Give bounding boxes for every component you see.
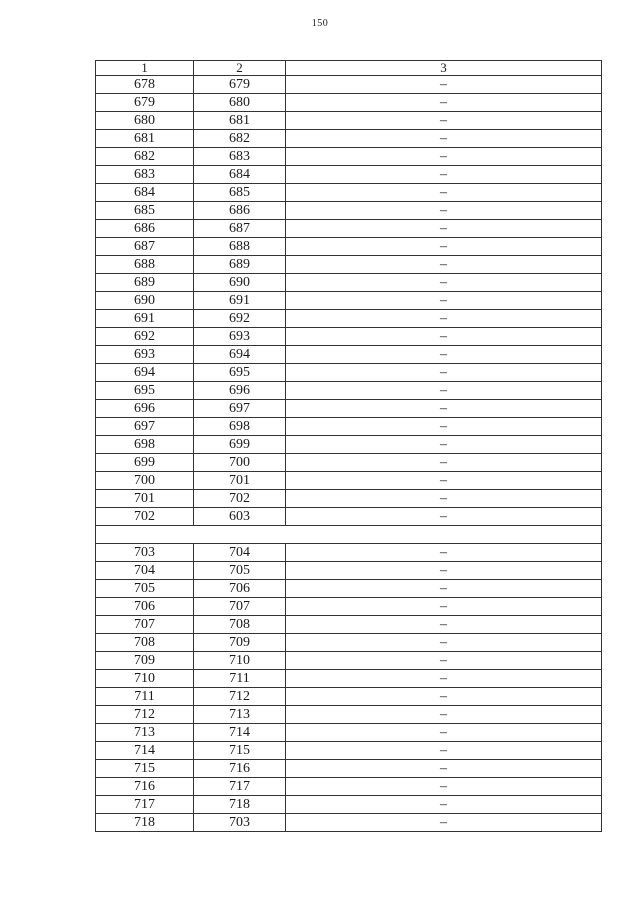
table-cell-col-3: – xyxy=(286,562,602,580)
table-cell-col-3: – xyxy=(286,652,602,670)
table-body xyxy=(96,76,602,832)
table-cell-col-1: 707 xyxy=(96,616,194,634)
table-cell-col-2: 690 xyxy=(194,274,286,292)
table-cell-col-2: 683 xyxy=(194,148,286,166)
table-cell-col-3: – xyxy=(286,616,602,634)
table-cell-col-2: 686 xyxy=(194,202,286,220)
table-cell-col-2: 698 xyxy=(194,418,286,436)
table-cell-col-1: 709 xyxy=(96,652,194,670)
table-cell-col-3: – xyxy=(286,724,602,742)
table-cell-col-3: – xyxy=(286,580,602,598)
table-row xyxy=(96,94,602,112)
table-row xyxy=(96,400,602,418)
table-cell-col-3: – xyxy=(286,598,602,616)
table-cell-col-1: 682 xyxy=(96,148,194,166)
table-row xyxy=(96,202,602,220)
table-cell-col-3: – xyxy=(286,742,602,760)
table-cell-col-2: 695 xyxy=(194,364,286,382)
table-cell-col-3: – xyxy=(286,148,602,166)
table-cell-col-2: 715 xyxy=(194,742,286,760)
table-cell-col-3: – xyxy=(286,706,602,724)
table-cell-col-2: 684 xyxy=(194,166,286,184)
table-cell-col-1: 717 xyxy=(96,796,194,814)
table-cell-col-2: 710 xyxy=(194,652,286,670)
table-cell-col-3: – xyxy=(286,436,602,454)
table-cell-col-2: 687 xyxy=(194,220,286,238)
table-cell-col-1: 706 xyxy=(96,598,194,616)
table-cell-col-1: 710 xyxy=(96,670,194,688)
table-cell-col-3: – xyxy=(286,472,602,490)
data-table xyxy=(95,60,602,832)
table-cell-col-2: 680 xyxy=(194,94,286,112)
table-cell-col-2: 709 xyxy=(194,634,286,652)
table-cell-col-1: 680 xyxy=(96,112,194,130)
table-row xyxy=(96,76,602,94)
table-cell-col-2: 703 xyxy=(194,814,286,832)
table-row xyxy=(96,670,602,688)
table-cell-col-2: 689 xyxy=(194,256,286,274)
table-row xyxy=(96,562,602,580)
table-cell-col-3: – xyxy=(286,364,602,382)
table-cell-col-3: – xyxy=(286,94,602,112)
table-cell-col-1: 679 xyxy=(96,94,194,112)
table-cell-col-2: 685 xyxy=(194,184,286,202)
table-cell-col-3: – xyxy=(286,220,602,238)
table-cell-col-3: – xyxy=(286,130,602,148)
table-cell-col-2: 704 xyxy=(194,544,286,562)
column-header-3: 3 xyxy=(286,61,602,76)
table-cell-col-3: – xyxy=(286,346,602,364)
table-cell-col-1: 700 xyxy=(96,472,194,490)
table-cell-col-2: 681 xyxy=(194,112,286,130)
column-header-1: 1 xyxy=(96,61,194,76)
table-row xyxy=(96,256,602,274)
table-row xyxy=(96,616,602,634)
table-gap-cell xyxy=(96,526,602,544)
table-cell-col-2: 702 xyxy=(194,490,286,508)
table-cell-col-3: – xyxy=(286,814,602,832)
table-row xyxy=(96,418,602,436)
table-row xyxy=(96,364,602,382)
table-cell-col-1: 688 xyxy=(96,256,194,274)
table-cell-col-2: 682 xyxy=(194,130,286,148)
table-row xyxy=(96,598,602,616)
table-cell-col-3: – xyxy=(286,634,602,652)
table-cell-col-3: – xyxy=(286,256,602,274)
table-row xyxy=(96,220,602,238)
table-cell-col-1: 699 xyxy=(96,454,194,472)
table-cell-col-2: 693 xyxy=(194,328,286,346)
table-cell-col-1: 694 xyxy=(96,364,194,382)
table-row xyxy=(96,328,602,346)
table-cell-col-1: 693 xyxy=(96,346,194,364)
table-cell-col-3: – xyxy=(286,202,602,220)
table-cell-col-3: – xyxy=(286,76,602,94)
table-cell-col-1: 713 xyxy=(96,724,194,742)
table-row xyxy=(96,148,602,166)
table-row xyxy=(96,130,602,148)
table-cell-col-1: 689 xyxy=(96,274,194,292)
table-cell-col-2: 701 xyxy=(194,472,286,490)
table-cell-col-3: – xyxy=(286,490,602,508)
table-row xyxy=(96,436,602,454)
table-cell-col-1: 718 xyxy=(96,814,194,832)
table-cell-col-1: 714 xyxy=(96,742,194,760)
table-row xyxy=(96,760,602,778)
table-cell-col-1: 715 xyxy=(96,760,194,778)
table-row xyxy=(96,796,602,814)
table-cell-col-2: 692 xyxy=(194,310,286,328)
table-cell-col-2: 714 xyxy=(194,724,286,742)
table-cell-col-1: 685 xyxy=(96,202,194,220)
table-cell-col-1: 704 xyxy=(96,562,194,580)
table-cell-col-2: 711 xyxy=(194,670,286,688)
table-cell-col-2: 708 xyxy=(194,616,286,634)
table-cell-col-3: – xyxy=(286,166,602,184)
table-row xyxy=(96,688,602,706)
table-cell-col-3: – xyxy=(286,508,602,526)
table-cell-col-1: 681 xyxy=(96,130,194,148)
table-row xyxy=(96,184,602,202)
table-cell-col-1: 678 xyxy=(96,76,194,94)
table-cell-col-2: 707 xyxy=(194,598,286,616)
table-row xyxy=(96,778,602,796)
table-row xyxy=(96,166,602,184)
table-cell-col-3: – xyxy=(286,310,602,328)
table-cell-col-1: 702 xyxy=(96,508,194,526)
table-cell-col-3: – xyxy=(286,670,602,688)
table-cell-col-1: 701 xyxy=(96,490,194,508)
table-cell-col-3: – xyxy=(286,274,602,292)
table-cell-col-3: – xyxy=(286,778,602,796)
table-cell-col-1: 712 xyxy=(96,706,194,724)
table-row xyxy=(96,706,602,724)
table-cell-col-1: 711 xyxy=(96,688,194,706)
table-cell-col-1: 691 xyxy=(96,310,194,328)
table-cell-col-1: 687 xyxy=(96,238,194,256)
table-cell-col-1: 695 xyxy=(96,382,194,400)
table-row xyxy=(96,112,602,130)
table-gap-row xyxy=(96,526,602,544)
column-header-2: 2 xyxy=(194,61,286,76)
table-row xyxy=(96,454,602,472)
table-cell-col-3: – xyxy=(286,400,602,418)
table-row xyxy=(96,814,602,832)
table-row xyxy=(96,274,602,292)
table-cell-col-3: – xyxy=(286,382,602,400)
table-cell-col-2: 688 xyxy=(194,238,286,256)
table-cell-col-1: 708 xyxy=(96,634,194,652)
table-row xyxy=(96,346,602,364)
table-cell-col-1: 703 xyxy=(96,544,194,562)
table-cell-col-3: – xyxy=(286,688,602,706)
table-row xyxy=(96,382,602,400)
table-cell-col-2: 699 xyxy=(194,436,286,454)
table-cell-col-3: – xyxy=(286,418,602,436)
table-cell-col-2: 705 xyxy=(194,562,286,580)
header-row xyxy=(96,61,602,76)
table-cell-col-1: 684 xyxy=(96,184,194,202)
table-cell-col-2: 713 xyxy=(194,706,286,724)
table-row xyxy=(96,292,602,310)
table-cell-col-3: – xyxy=(286,292,602,310)
table-cell-col-3: – xyxy=(286,760,602,778)
table-row xyxy=(96,310,602,328)
table-cell-col-2: 679 xyxy=(194,76,286,94)
table-cell-col-3: – xyxy=(286,796,602,814)
table-cell-col-1: 696 xyxy=(96,400,194,418)
table-cell-col-1: 683 xyxy=(96,166,194,184)
table-cell-col-2: 700 xyxy=(194,454,286,472)
table-header xyxy=(96,61,602,76)
table-cell-col-2: 716 xyxy=(194,760,286,778)
table-cell-col-2: 697 xyxy=(194,400,286,418)
table-cell-col-3: – xyxy=(286,184,602,202)
table-cell-col-2: 603 xyxy=(194,508,286,526)
table-row xyxy=(96,724,602,742)
table-cell-col-1: 697 xyxy=(96,418,194,436)
table-cell-col-2: 694 xyxy=(194,346,286,364)
table-cell-col-1: 686 xyxy=(96,220,194,238)
table-row xyxy=(96,490,602,508)
table-row xyxy=(96,238,602,256)
table-row xyxy=(96,508,602,526)
table-row xyxy=(96,580,602,598)
table-cell-col-1: 716 xyxy=(96,778,194,796)
table-row xyxy=(96,742,602,760)
table-cell-col-3: – xyxy=(286,238,602,256)
table-row xyxy=(96,544,602,562)
table-cell-col-3: – xyxy=(286,328,602,346)
table-cell-col-1: 705 xyxy=(96,580,194,598)
table-cell-col-1: 698 xyxy=(96,436,194,454)
table-row xyxy=(96,652,602,670)
table-cell-col-2: 696 xyxy=(194,382,286,400)
table-cell-col-3: – xyxy=(286,454,602,472)
table-cell-col-2: 706 xyxy=(194,580,286,598)
table-cell-col-2: 712 xyxy=(194,688,286,706)
table-row xyxy=(96,472,602,490)
table-row xyxy=(96,634,602,652)
table-cell-col-3: – xyxy=(286,112,602,130)
table-cell-col-1: 692 xyxy=(96,328,194,346)
table-cell-col-2: 717 xyxy=(194,778,286,796)
table-cell-col-2: 718 xyxy=(194,796,286,814)
page-number: 150 xyxy=(311,18,329,29)
table-cell-col-2: 691 xyxy=(194,292,286,310)
table-cell-col-1: 690 xyxy=(96,292,194,310)
table-cell-col-3: – xyxy=(286,544,602,562)
